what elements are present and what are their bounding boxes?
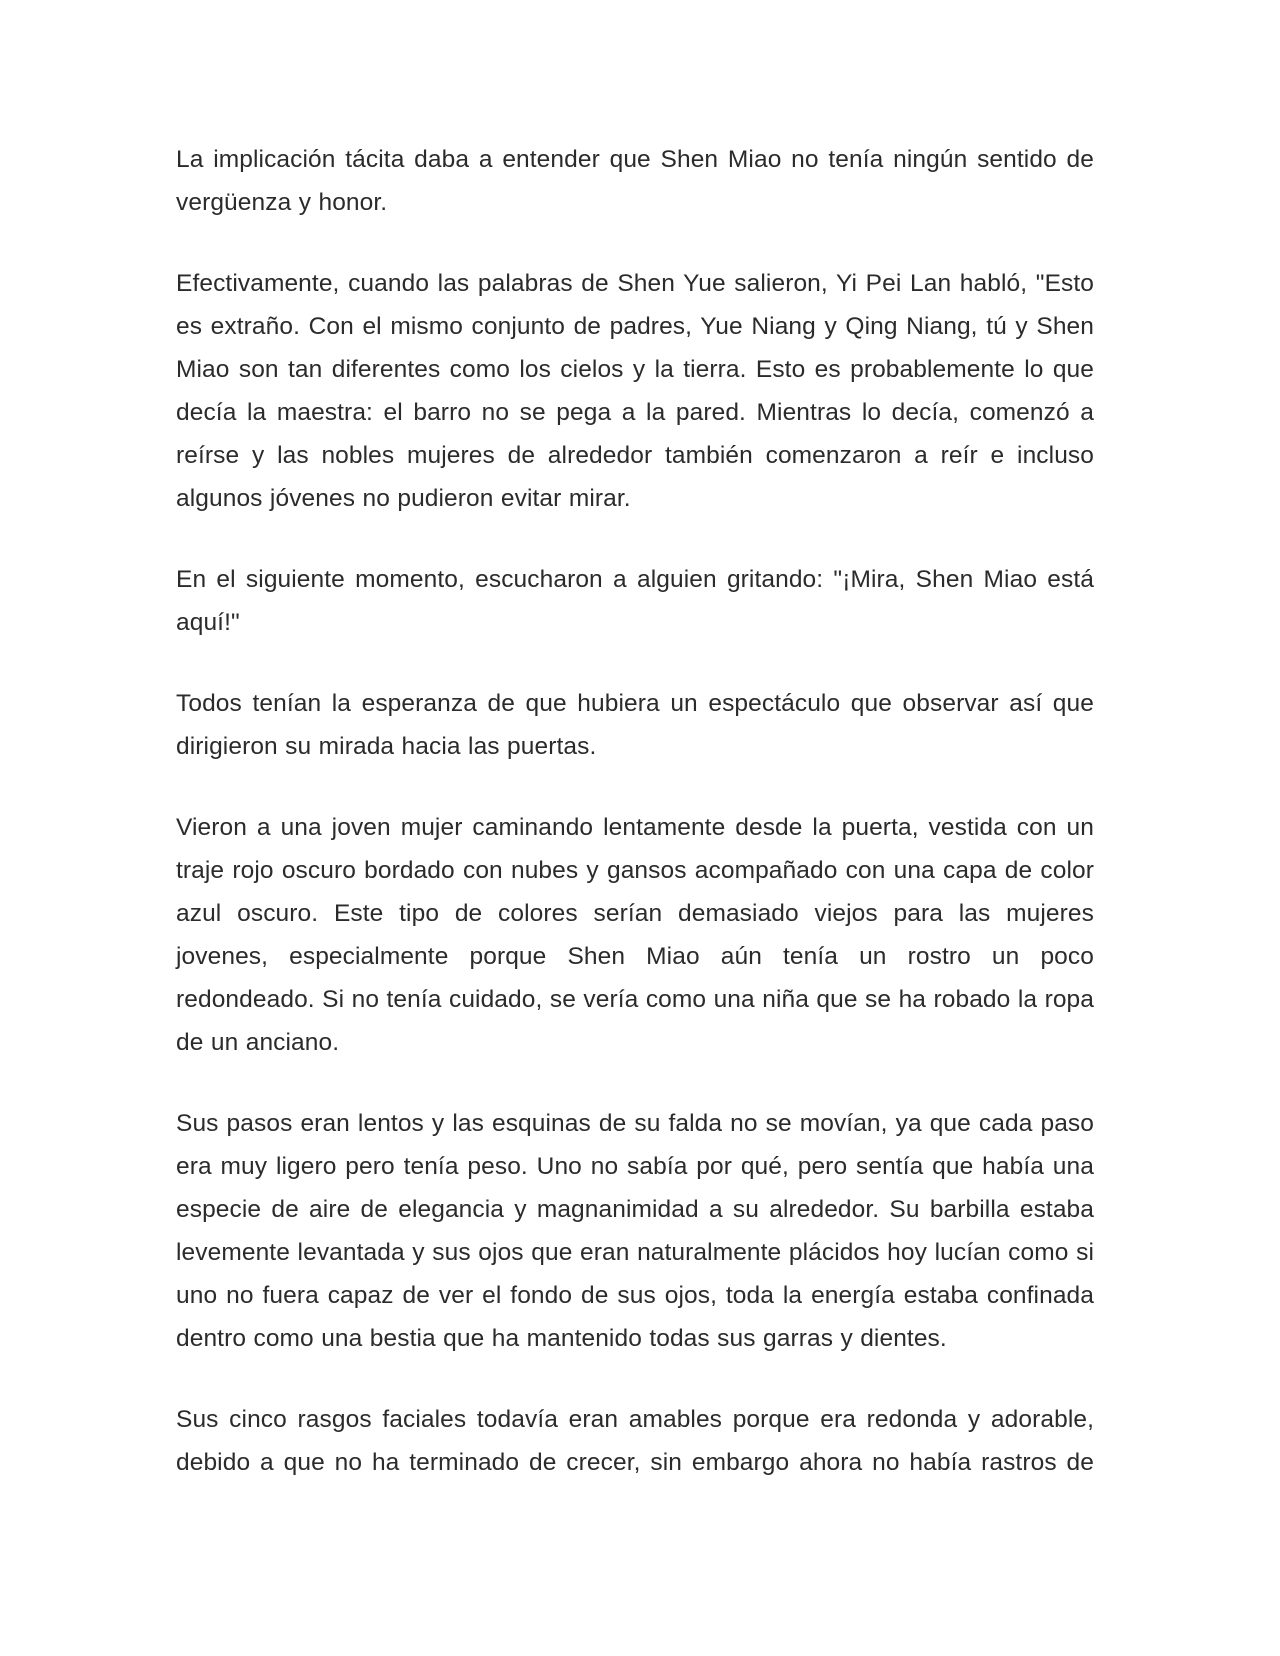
paragraph: Todos tenían la esperanza de que hubiera un espectáculo que observar así que dirigieron su mirada hacia las puertas. bbox=[176, 690, 1094, 760]
paragraph: La implicación tácita daba a entender que Shen Miao no tenía ningún sentido de vergüenza y honor. bbox=[176, 146, 1094, 216]
paragraph: Vieron a una joven mujer caminando lentamente desde la puerta, vestida con un traje rojo oscuro bordado con nubes y gansos acompañado con una capa de color azul oscuro. Este tipo de colores serían demasiado viejos para las mujeres jovenes, especialmente porque Shen Miao aún tenía un rostro un poco redondeado. Si no tenía cuidado, se vería como una niña que se ha robado la ropa de un anciano. bbox=[176, 814, 1094, 1056]
document-body bbox=[176, 138, 1094, 1484]
paragraph: Sus pasos eran lentos y las esquinas de su falda no se movían, ya que cada paso era muy ligero pero tenía peso. Uno no sabía por qué, pero sentía que había una especie de aire de elegancia y magnanimidad a su alrededor. Su barbilla estaba levemente levantada y sus ojos que eran naturalmente plácidos hoy lucían como si uno no fuera capaz de ver el fondo de sus ojos, toda la energía estaba confinada dentro como una bestia que ha mantenido todas sus garras y dientes. bbox=[176, 1110, 1094, 1352]
paragraph: Sus cinco rasgos faciales todavía eran amables porque era redonda y adorable, debido a que no ha terminado de crecer, sin embargo ahora no había rastros de bbox=[176, 1406, 1094, 1476]
paragraph: Efectivamente, cuando las palabras de Shen Yue salieron, Yi Pei Lan habló, "Esto es extraño. Con el mismo conjunto de padres, Yue Niang y Qing Niang, tú y Shen Miao son tan diferentes como los cielos y la tierra. Esto es probablemente lo que decía la maestra: el barro no se pega a la pared. Mientras lo decía, comenzó a reírse y las nobles mujeres de alrededor también comenzaron a reír e incluso algunos jóvenes no pudieron evitar mirar. bbox=[176, 270, 1094, 512]
paragraph: En el siguiente momento, escucharon a alguien gritando: "¡Mira, Shen Miao está aquí!" bbox=[176, 566, 1094, 636]
